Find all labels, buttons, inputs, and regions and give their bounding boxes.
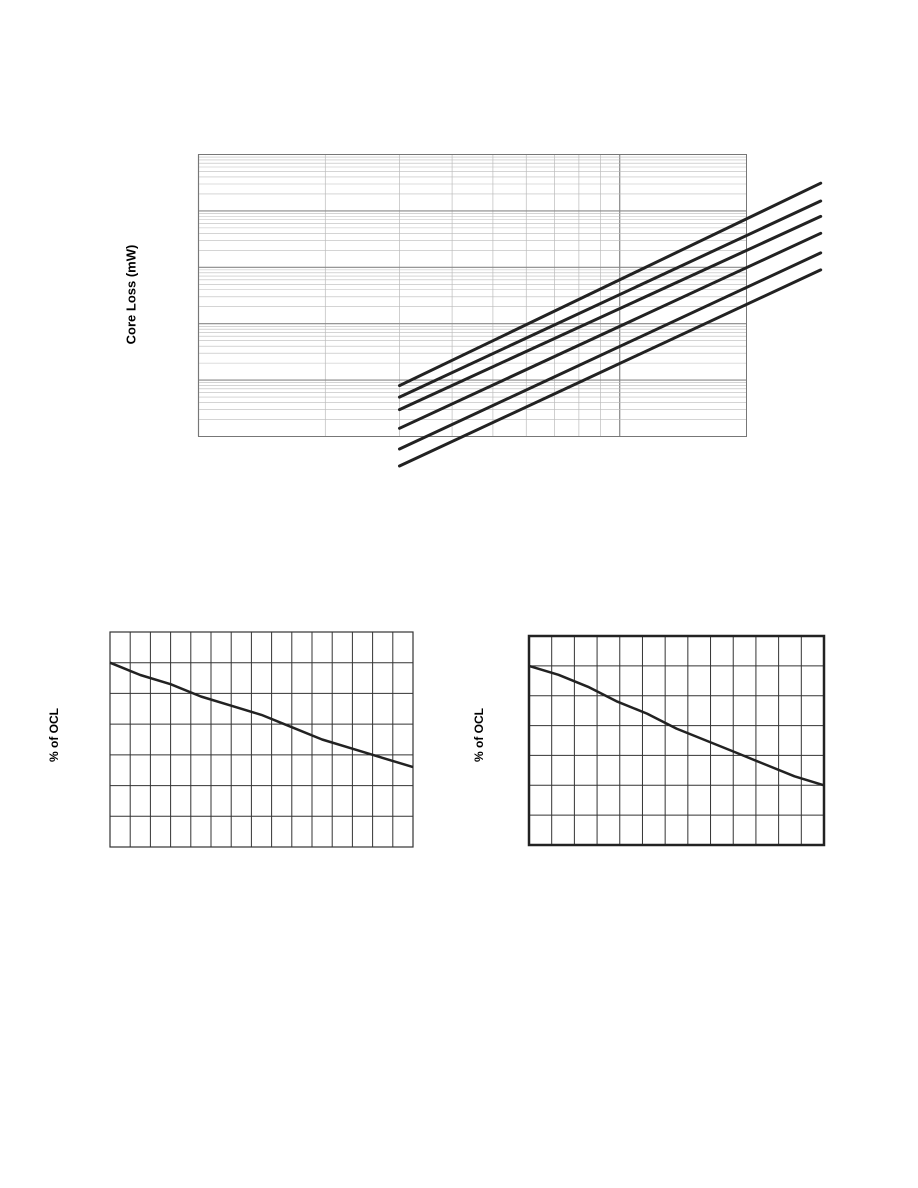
ocl-left-y-axis-label: % of OCL [47, 708, 61, 762]
core-loss-y-axis-label: Core Loss (mW) [123, 244, 139, 345]
ocl-right-y-axis-label: % of OCL [472, 708, 486, 762]
ocl-right-plot-frame [529, 636, 824, 845]
ocl-right-gridlines [529, 636, 824, 845]
